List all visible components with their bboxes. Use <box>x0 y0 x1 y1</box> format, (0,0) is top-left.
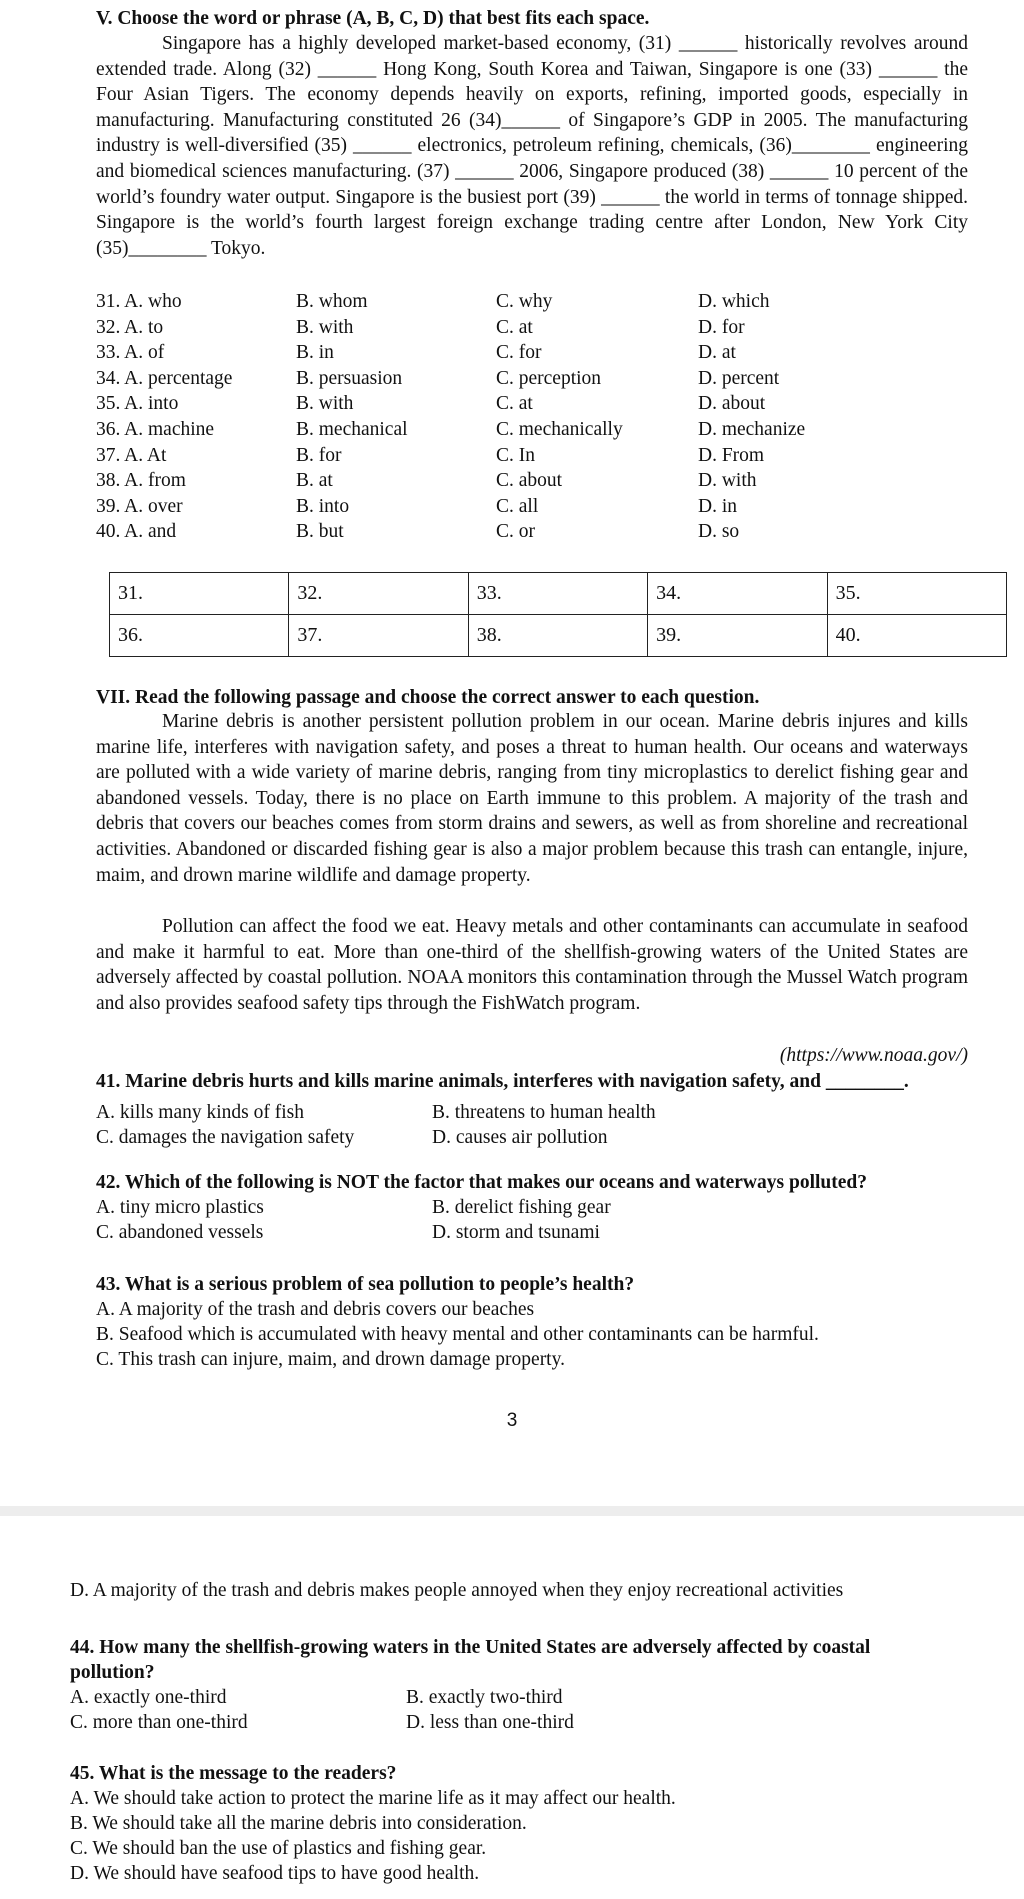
option-a: A. tiny micro plastics <box>96 1197 264 1218</box>
option-c: C. why <box>496 291 553 312</box>
answer-cell[interactable]: 36. <box>110 615 289 657</box>
option-d: D. at <box>698 342 736 364</box>
answer-cell[interactable]: 31. <box>110 573 289 615</box>
option-c: C. damages the navigation safety <box>96 1127 355 1148</box>
option-d: D. mechanize <box>698 418 806 440</box>
question-stem: 45. What is the message to the readers? <box>70 1763 397 1784</box>
section-5-options <box>96 289 876 545</box>
option-d: D. for <box>698 316 745 338</box>
option-a: 39. A. over <box>96 495 183 517</box>
option-a: A. kills many kinds of fish <box>96 1102 304 1123</box>
answer-cell[interactable]: 40. <box>827 615 1006 657</box>
option-row <box>96 391 876 417</box>
option-b: B. with <box>296 316 354 338</box>
question-43 <box>96 1272 968 1372</box>
option-c: C. or <box>496 521 535 543</box>
question-stem: 42. Which of the following is NOT the factor that makes our oceans and waterways polluted? <box>96 1172 867 1193</box>
question-44 <box>70 1635 950 1735</box>
question-45 <box>70 1761 950 1886</box>
option-a: 33. A. of <box>96 342 165 364</box>
option-c: C. abandoned vessels <box>96 1222 264 1243</box>
option-c: C. at <box>496 316 533 338</box>
option-pair <box>70 1710 950 1735</box>
option-a: 36. A. machine <box>96 418 215 440</box>
answer-cell[interactable]: 37. <box>289 615 468 657</box>
option-d: D. so <box>698 521 740 543</box>
option-b: B. persuasion <box>296 367 403 389</box>
option-row <box>96 315 876 341</box>
question-43-option-d: D. A majority of the trash and debris makes people annoyed when they enjoy recreational activities <box>70 1580 844 1601</box>
option-c: C. more than one-third <box>70 1712 248 1733</box>
option-row <box>96 519 876 545</box>
option-c: C. perception <box>496 367 602 389</box>
option-row <box>96 289 876 315</box>
passage-paragraph-2: Pollution can affect the food we eat. Heavy metals and other contaminants can accumulate in seafood and make it harmful to eat. More than one-third of the shellfish-growing waters of the United States are adversely affected by coastal pollution. NOAA monitors this contamination through the Mussel Watch program and also provides seafood safety tips through the FishWatch program. <box>96 916 968 1014</box>
option-a: A. A majority of the trash and debris covers our beaches <box>96 1299 535 1320</box>
option-d: D. We should have seafood tips to have good health. <box>70 1863 480 1884</box>
option-row <box>96 340 876 366</box>
option-row <box>96 366 876 392</box>
answer-cell[interactable]: 34. <box>648 573 827 615</box>
option-b: B. Seafood which is accumulated with heavy mental and other contaminants can be harmful. <box>96 1324 819 1345</box>
passage-paragraph-1: Marine debris is another persistent pollution problem in our ocean. Marine debris injures and kills marine life, interferes with navigation safety, and poses a threat to human health. Our oceans and waterways are polluted with a wide variety of marine debris, ranging from tiny microplastics to derelict fishing gear and abandoned vessels. Today, there is no place on Earth immune to this problem. A majority of the trash and debris that covers our beaches comes from storm drains and sewers, as well as from shoreline and recreational activities. Abandoned or discarded fishing gear is also a major problem because this trash can entangle, injure, maim, and drown marine wildlife and damage property. <box>96 711 968 886</box>
question-stem: 41. Marine debris hurts and kills marine animals, interferes with navigation safety, and ________. <box>96 1071 909 1092</box>
answer-table <box>109 572 1007 657</box>
option-b: B. in <box>296 342 334 364</box>
option-b: B. but <box>296 521 344 543</box>
option-b: B. mechanical <box>296 418 408 440</box>
option-a: 37. A. At <box>96 444 167 466</box>
option-row <box>96 468 876 494</box>
option-pair <box>96 1220 968 1245</box>
page-number: 3 <box>506 1410 518 1431</box>
option-d: D. causes air pollution <box>432 1127 608 1148</box>
section-7-heading: VII. Read the following passage and choose the correct answer to each question. <box>96 687 760 708</box>
option-c: C. mechanically <box>496 418 623 440</box>
answer-cell[interactable]: 35. <box>827 573 1006 615</box>
section-5-passage: Singapore has a highly developed market-based economy, (31) ______ historically revolves around extended trade. Along (32) ______ Hong Kong, South Korea and Taiwan, Singapore is one (33) ______ the Four Asian Tigers. The economy depends heavily on exports, refining, imported goods, especially in manufacturing. Manufacturing constituted 26 (34)______ of Singapore’s GDP in 2005. The manufacturing industry is well-diversified (35) ______ electronics, petroleum refining, chemicals, (36)________ engineering and biomedical sciences manufacturing. (37) ______ 2006, Singapore produced (38) ______ 10 percent of the world’s foundry water output. Singapore is the busiest port (39) ______ the world in terms of tonnage shipped. Singapore is the world’s fourth largest foreign exchange trading centre after London, New York City (35)________ Tokyo. <box>96 33 968 259</box>
answer-row <box>110 573 1007 615</box>
page-4 <box>0 1516 1024 1899</box>
page-break <box>0 1506 1024 1516</box>
option-b: B. with <box>296 393 354 415</box>
option-d: D. with <box>698 470 757 492</box>
option-d: D. in <box>698 495 737 517</box>
option-d: D. which <box>698 291 770 312</box>
option-pair <box>70 1685 950 1710</box>
option-pair <box>96 1195 968 1220</box>
option-a: A. We should take action to protect the marine life as it may affect our health. <box>70 1788 676 1809</box>
option-d: D. less than one-third <box>406 1712 574 1733</box>
option-b: B. into <box>296 495 350 517</box>
option-d: D. about <box>698 393 766 415</box>
option-b: B. exactly two-third <box>406 1687 563 1708</box>
option-c: C. This trash can injure, maim, and drown damage property. <box>96 1349 565 1370</box>
option-row <box>96 417 876 443</box>
answer-cell[interactable]: 33. <box>468 573 647 615</box>
option-d: D. From <box>698 444 765 466</box>
answer-cell[interactable]: 38. <box>468 615 647 657</box>
option-a: 34. A. percentage <box>96 367 233 389</box>
option-c: C. at <box>496 393 533 415</box>
option-c: C. for <box>496 342 542 364</box>
option-c: C. about <box>496 470 563 492</box>
option-a: 40. A. and <box>96 521 177 543</box>
option-c: C. We should ban the use of plastics and fishing gear. <box>70 1838 487 1859</box>
question-stem: 44. How many the shellfish-growing waters in the United States are adversely affected by coastal pollution? <box>70 1637 871 1683</box>
option-row <box>96 443 876 469</box>
option-a: 31. A. who <box>96 291 182 312</box>
option-a: 32. A. to <box>96 316 164 338</box>
option-a: 38. A. from <box>96 470 186 492</box>
passage-source: (https://www.noaa.gov/) <box>779 1045 968 1066</box>
option-a: 35. A. into <box>96 393 179 415</box>
option-b: B. for <box>296 444 342 466</box>
option-b: B. whom <box>296 291 368 312</box>
question-42 <box>96 1170 968 1245</box>
section-5-heading: V. Choose the word or phrase (A, B, C, D) that best fits each space. <box>96 8 650 29</box>
answer-cell[interactable]: 32. <box>289 573 468 615</box>
option-c: C. In <box>496 444 535 466</box>
option-c: C. all <box>496 495 539 517</box>
option-b: B. at <box>296 470 333 492</box>
option-row <box>96 494 876 520</box>
option-a: A. exactly one-third <box>70 1687 227 1708</box>
option-pair <box>96 1125 968 1150</box>
answer-row <box>110 615 1007 657</box>
question-41 <box>96 1069 968 1150</box>
option-pair <box>96 1100 968 1125</box>
option-b: B. We should take all the marine debris into consideration. <box>70 1813 527 1834</box>
answer-cell[interactable]: 39. <box>648 615 827 657</box>
option-b: B. threatens to human health <box>432 1102 656 1123</box>
option-d: D. storm and tsunami <box>432 1222 600 1243</box>
option-d: D. percent <box>698 367 780 389</box>
option-b: B. derelict fishing gear <box>432 1197 611 1218</box>
question-stem: 43. What is a serious problem of sea pollution to people’s health? <box>96 1274 635 1295</box>
